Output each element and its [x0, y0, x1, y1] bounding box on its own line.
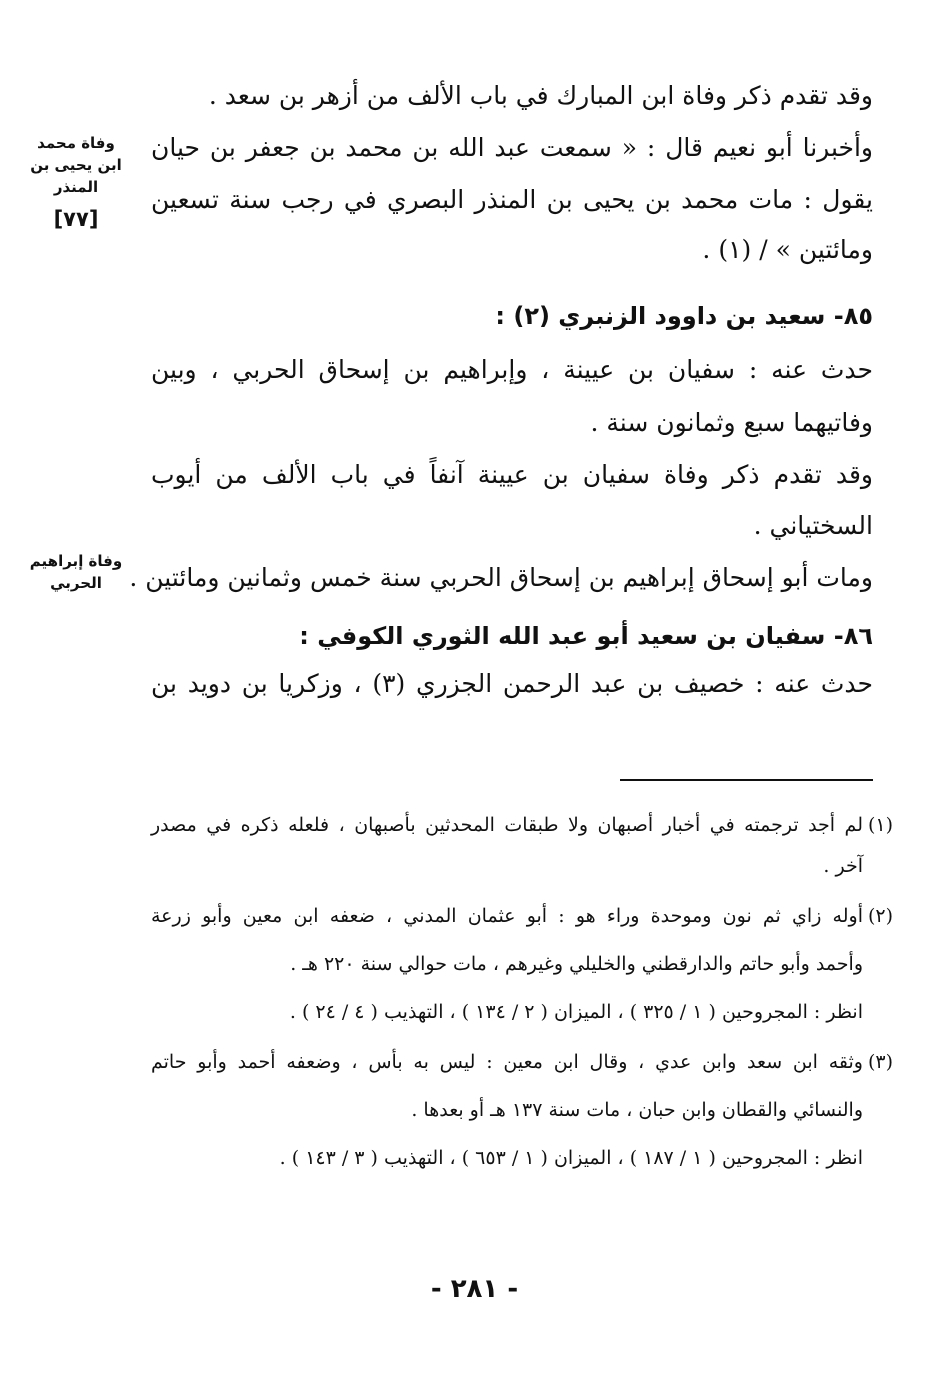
footnote-1-number: (١) [867, 814, 893, 836]
body-line-6: وفاتيهما سبع وثمانون سنة . [590, 408, 873, 437]
entry-86-heading: ٨٦- سفيان بن سعيد أبو عبد الله الثوري الكوفي : [299, 622, 873, 650]
margin-note-1 [20, 132, 132, 234]
margin-note-1-line-2: ابن يحيى بن [30, 156, 122, 174]
footnote-2-line-1: أوله زاي ثم نون وموحدة وراء هو : أبو عثمان المدني ، ضعفه ابن معين وأبو زرعة [151, 905, 863, 927]
body-line-10: حدث عنه : خصيف بن عبد الرحمن الجزري (٣) ، وزكريا بن دويد بن [151, 669, 873, 698]
body-line-7: وقد تقدم ذكر وفاة سفيان بن عيينة آنفاً في باب الألف من أيوب [151, 460, 873, 489]
body-line-5: حدث عنه : سفيان بن عيينة ، وإبراهيم بن إسحاق الحربي ، وبين [151, 355, 873, 384]
margin-note-2-line-2: الحربي [50, 574, 102, 592]
body-line-1: وقد تقدم ذكر وفاة ابن المبارك في باب الألف من أزهر بن سعد . [208, 81, 873, 110]
margin-note-2-line-1: وفاة إبراهيم [29, 552, 123, 570]
footnote-3-line-2: والنسائي والقطان وابن حبان ، مات سنة ١٣٧ هـ أو بعدها . [411, 1099, 863, 1121]
body-line-2: وأخبرنا أبو نعيم قال : « سمعت عبد الله بن محمد بن جعفر بن حيان [151, 133, 873, 162]
page-number: - ٢٨١ - [430, 1274, 519, 1304]
body-line-8: السختياني . [753, 511, 873, 540]
footnote-3-number: (٣) [867, 1051, 893, 1073]
margin-note-2 [20, 550, 132, 594]
margin-note-1-line-3: المنذر [53, 178, 99, 196]
footnote-3-line-1: وثقه ابن سعد وابن عدي ، وقال ابن معين : ليس به بأس ، وضعفه أحمد وأبو حاتم [151, 1051, 863, 1073]
body-line-3: يقول : مات محمد بن يحيى بن المنذر البصري في رجب سنة تسعين [151, 185, 873, 214]
body-line-9: ومات أبو إسحاق إبراهيم بن إسحاق الحربي سنة خمس وثمانين ومائتين . [129, 563, 873, 592]
footnote-separator [620, 779, 873, 781]
footnote-2-line-3: انظر : المجروحين ( ١ / ٣٢٥ ) ، الميزان ( ٢ / ١٣٤ ) ، التهذيب ( ٤ / ٢٤ ) . [289, 1001, 863, 1023]
body-line-4: ومائتين » / (١) . [702, 235, 873, 264]
original-page-marker: [٧٧] [53, 207, 99, 231]
entry-85-heading: ٨٥- سعيد بن داوود الزنبري (٢) : [495, 302, 873, 330]
footnote-3-line-3: انظر : المجروحين ( ١ / ١٨٧ ) ، الميزان ( ١ / ٦٥٣ ) ، التهذيب ( ٣ / ١٤٣ ) . [279, 1147, 863, 1169]
footnote-1-line-1: لم أجد ترجمته في أخبار أصبهان ولا طبقات المحدثين بأصبهان ، فلعله ذكره في مصدر [151, 814, 863, 836]
footnote-2-number: (٢) [867, 905, 893, 927]
footnote-1-line-2: آخر . [823, 855, 863, 877]
footnote-2-line-2: وأحمد وأبو حاتم والدارقطني والخليلي وغيرهم ، مات حوالي سنة ٢٢٠ هـ . [290, 953, 863, 975]
margin-note-1-line-1: وفاة محمد [37, 134, 115, 152]
